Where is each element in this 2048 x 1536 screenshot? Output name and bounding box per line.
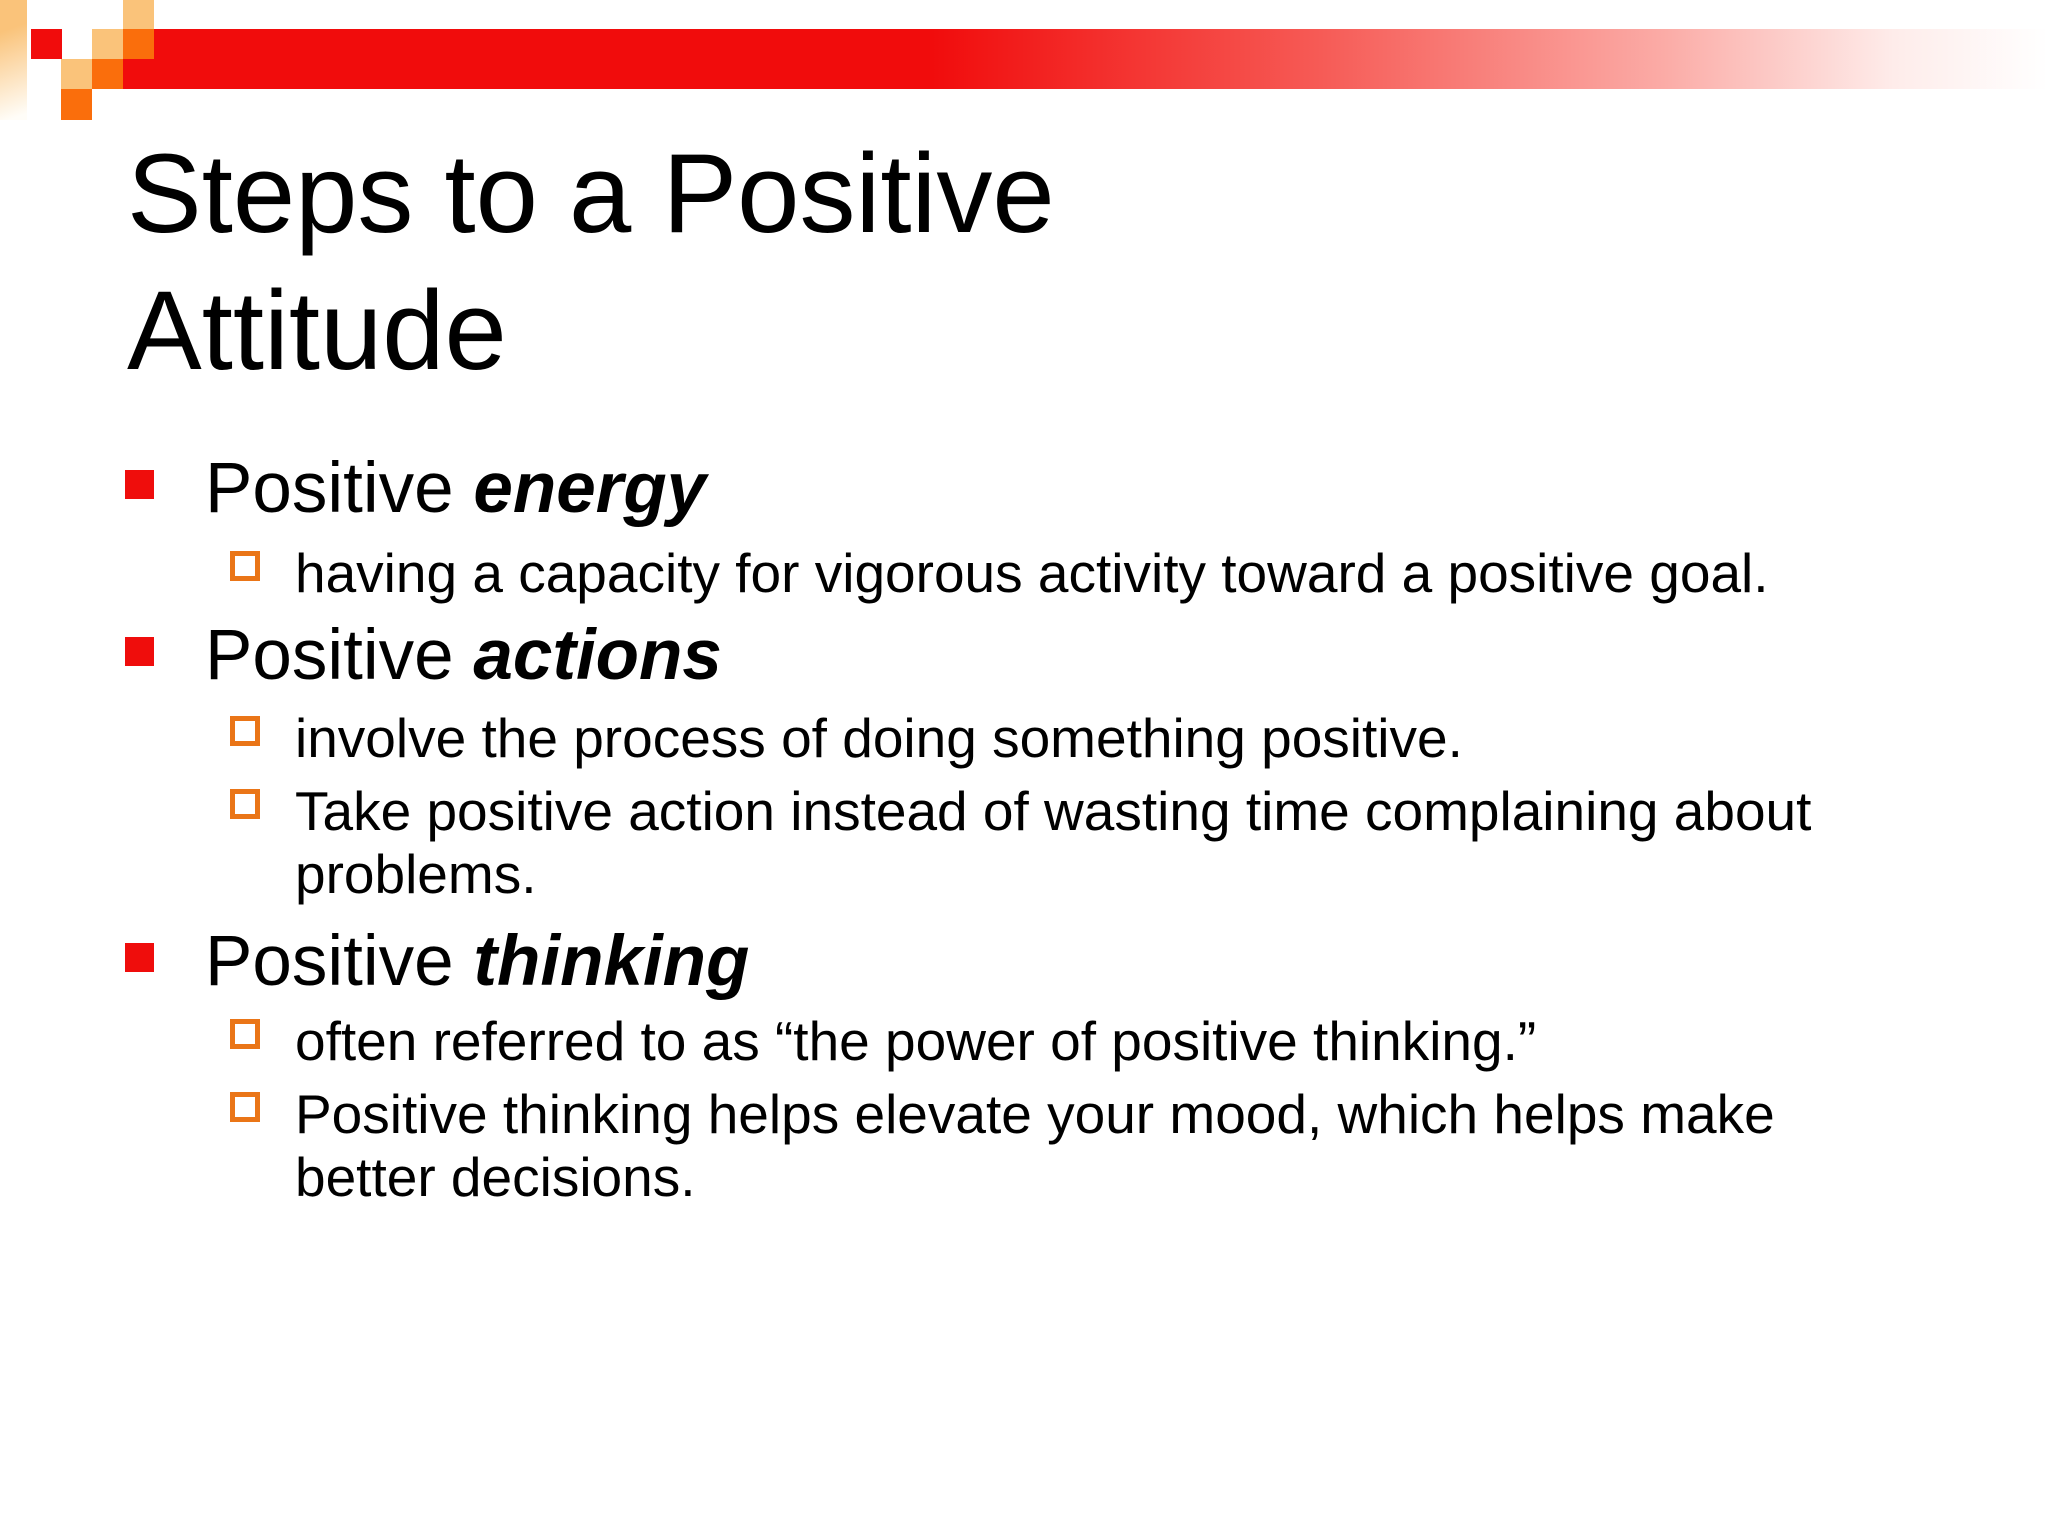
deco-square-tan-1 — [92, 29, 123, 59]
bullet-text — [205, 920, 749, 1004]
deco-square-orange-2 — [92, 59, 123, 89]
orange-hollow-square-bullet-icon — [230, 551, 260, 581]
slide-title: Steps to a Positive Attitude — [127, 131, 1055, 393]
deco-square-tan-top — [123, 0, 154, 29]
bullet-list — [0, 447, 2048, 1209]
bullet-text — [205, 614, 722, 698]
sub-bullet-text: Take positive action instead of wasting time complaining about problems. — [295, 780, 1812, 905]
red-square-bullet-icon — [125, 470, 154, 499]
orange-hollow-square-bullet-icon — [230, 1019, 260, 1049]
sub-bullet-text: involve the process of doing something positive. — [295, 707, 1463, 769]
bullet-text — [205, 447, 706, 531]
bullet-lead: Positive — [205, 449, 454, 528]
bullet-item-energy — [0, 447, 2048, 531]
bullet-emphasis: actions — [473, 616, 722, 695]
orange-hollow-square-bullet-icon — [230, 716, 260, 746]
deco-square-tan-2 — [61, 59, 92, 89]
bullet-emphasis: energy — [473, 449, 707, 528]
orange-hollow-square-bullet-icon — [230, 789, 260, 819]
deco-square-orange-1 — [123, 29, 154, 59]
bullet-lead: Positive — [205, 922, 454, 1001]
sub-bullet-item — [0, 542, 2048, 605]
deco-square-red — [31, 29, 62, 59]
red-square-bullet-icon — [125, 637, 154, 666]
sub-bullet-text: often referred to as “the power of positive thinking.” — [295, 1010, 1537, 1072]
bullet-lead: Positive — [205, 616, 454, 695]
deco-red-gradient-bar — [123, 29, 2048, 89]
bullet-item-actions — [0, 614, 2048, 698]
red-square-bullet-icon — [125, 943, 154, 972]
sub-bullet-text: having a capacity for vigorous activity toward a positive goal. — [295, 542, 1769, 604]
deco-square-orange-3 — [61, 89, 92, 120]
sub-bullet-item — [0, 1010, 2048, 1073]
orange-hollow-square-bullet-icon — [230, 1092, 260, 1122]
bullet-item-thinking — [0, 920, 2048, 1004]
deco-gradient-strip — [0, 0, 27, 120]
sub-bullet-item — [0, 707, 2048, 770]
sub-bullet-item — [0, 780, 2048, 906]
sub-bullet-item — [0, 1083, 2048, 1209]
sub-bullet-text: Positive thinking helps elevate your mood, which helps make better decisions. — [295, 1083, 1775, 1208]
bullet-emphasis: thinking — [473, 922, 750, 1001]
